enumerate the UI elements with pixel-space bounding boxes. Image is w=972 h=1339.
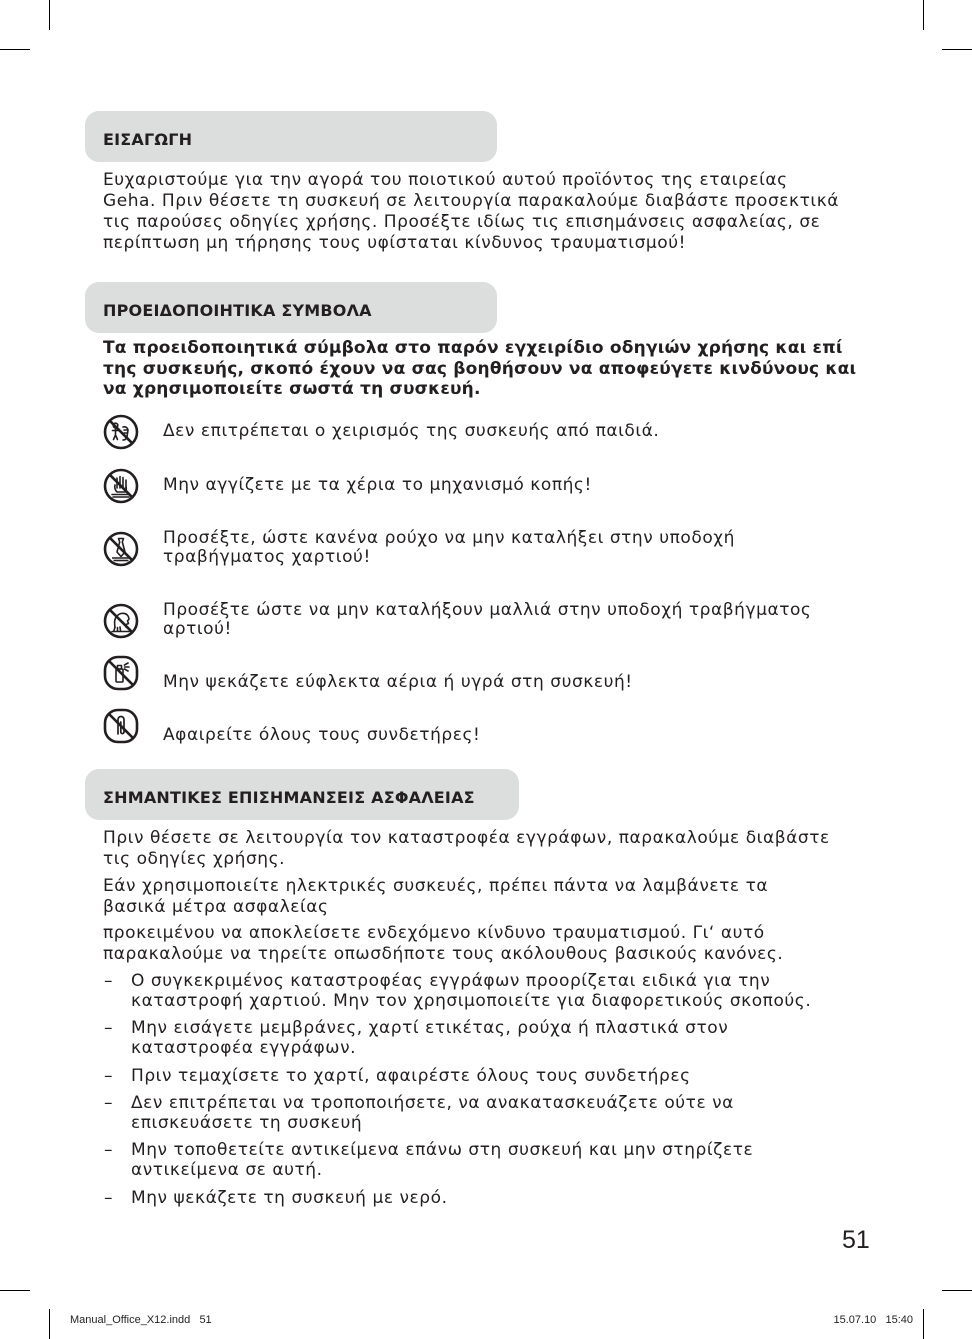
- text-line: Μην τοποθετείτε αντικείμενα επάνω στη συσκευή και μην στηρίζετε: [131, 1139, 754, 1160]
- no-children-icon: [102, 413, 140, 451]
- section-heading-safety: [85, 769, 519, 820]
- symbol-text: [163, 725, 480, 746]
- text-line: Μην εισάγετε μεμβράνες, χαρτί ετικέτας, ρούχα ή πλαστικά στον: [131, 1017, 729, 1038]
- crop-mark: [0, 49, 30, 50]
- crop-mark: [923, 1309, 924, 1339]
- bullet-marker: –: [104, 1187, 113, 1208]
- text-line: Μην ψεκάζετε εύφλεκτα αέρια ή υγρά στη συσκευή!: [163, 671, 633, 692]
- text-line: Πριν θέσετε σε λειτουργία τον καταστροφέα εγγράφων, παρακαλούμε διαβάστε: [103, 827, 830, 848]
- section-heading-text: ΕΙΣΑΓΩΓΗ: [103, 129, 193, 149]
- page-number: 51: [842, 1226, 870, 1254]
- text-line: Δεν επιτρέπεται να τροποποιήσετε, να ανακατασκευάζετε ούτε να: [131, 1092, 734, 1113]
- section-heading-text: ΣΗΜΑΝΤΙΚΕΣ ΕΠΙΣΗΜΑΝΣΕΙΣ ΑΣΦΑΛΕΙΑΣ: [103, 787, 475, 807]
- crop-mark: [942, 1290, 972, 1291]
- text-line: Μην αγγίζετε με τα χέρια το μηχανισμό κοπής!: [163, 474, 592, 495]
- text-line: Προσέξτε ώστε να μην καταλήξουν μαλλιά στην υποδοχή τραβήγματος: [163, 600, 812, 620]
- symbol-text: [163, 475, 592, 496]
- text-line: τις οδηγίες χρήσης.: [103, 848, 286, 869]
- section-heading-symbols: [85, 282, 497, 333]
- intro-paragraph: [103, 170, 839, 254]
- crop-mark: [49, 1309, 50, 1339]
- footer-date-slug: 15.07.10 15:40: [833, 1314, 913, 1326]
- symbols-lead-paragraph: [103, 338, 856, 400]
- text-line: Μην ψεκάζετε τη συσκευή με νερό.: [131, 1187, 448, 1208]
- list-item: [131, 971, 811, 1012]
- symbol-text: [163, 421, 659, 442]
- text-line: παρακαλούμε να τηρείτε οπωσδήποτε τους ακόλουθους βασικούς κανόνες.: [103, 943, 784, 964]
- list-item: [131, 1140, 753, 1181]
- text-line: να χρησιμοποιείτε σωστά τη συσκευή.: [103, 379, 481, 399]
- text-line: επισκευάσετε τη συσκευή: [131, 1113, 363, 1134]
- bullet-marker: –: [104, 1139, 113, 1160]
- no-loose-clothing-icon: [102, 530, 140, 568]
- symbol-text: [163, 529, 735, 567]
- text-line: Αφαιρείτε όλους τους συνδετήρες!: [163, 724, 481, 745]
- text-line: Προσέξτε, ώστε κανένα ρούχο να μην καταλήξει στην υποδοχή: [163, 527, 735, 548]
- list-item: [131, 1093, 734, 1134]
- text-line: Εάν χρησιμοποιείτε ηλεκτρικές συσκευές, πρέπει πάντα να λαμβάνετε τα: [103, 875, 769, 896]
- text-line: αρτιού!: [163, 618, 232, 639]
- symbol-text: [163, 601, 811, 638]
- footer-file-slug: Manual_Office_X12.indd 51: [70, 1314, 212, 1326]
- list-item: [131, 1066, 691, 1087]
- no-hands-icon: [102, 467, 140, 505]
- section-heading-text: ΠΡΟΕΙΔΟΠΟΙΗΤΙΚΑ ΣΥΜΒΟΛΑ: [103, 300, 372, 320]
- text-line: Geha. Πριν θέσετε τη συσκευή σε λειτουργία παρακαλούμε διαβάστε προσεκτικά: [103, 191, 840, 211]
- no-paperclip-icon: [102, 707, 140, 745]
- text-line: Πριν τεμαχίσετε το χαρτί, αφαιρέστε όλους τους συνδετήρες: [131, 1065, 691, 1086]
- text-line: τις παρούσες οδηγίες χρήσης. Προσέξτε ιδίως τις επισημάνσεις ασφαλείας, σε: [103, 212, 821, 232]
- bullet-marker: –: [104, 1092, 113, 1113]
- text-line: Ο συγκεκριμένος καταστροφέας εγγράφων προορίζεται ειδικά για την: [131, 970, 771, 991]
- crop-mark: [923, 0, 924, 30]
- bullet-marker: –: [104, 1017, 113, 1038]
- list-item: [131, 1018, 728, 1059]
- safety-paragraph: [103, 828, 830, 870]
- text-line: Τα προειδοποιητικά σύμβολα στο παρόν εγχειρίδιο οδηγιών χρήσης και επί: [103, 338, 843, 358]
- no-long-hair-icon: [102, 602, 140, 640]
- text-line: αντικείμενα σε αυτή.: [131, 1160, 323, 1181]
- text-line: της συσκευής, σκοπό έχουν να σας βοηθήσουν να αποφεύγετε κινδύνους και: [103, 358, 857, 379]
- safety-paragraph: [103, 876, 768, 918]
- safety-paragraph: [103, 923, 783, 965]
- crop-mark: [0, 1290, 30, 1291]
- text-line: καταστροφέα εγγράφων.: [131, 1038, 357, 1059]
- text-line: καταστροφή χαρτιού. Μην τον χρησιμοποιείτε για διαφορετικούς σκοπούς.: [131, 991, 812, 1011]
- bullet-marker: –: [104, 1065, 113, 1086]
- no-aerosol-icon: [102, 654, 140, 692]
- text-line: Δεν επιτρέπεται ο χειρισμός της συσκευής από παιδιά.: [163, 420, 660, 441]
- text-line: περίπτωση μη τήρησης τους υφίσταται κίνδυνος τραυματισμού!: [103, 233, 686, 253]
- symbol-text: [163, 672, 633, 693]
- crop-mark: [49, 0, 50, 30]
- bullet-marker: –: [104, 970, 113, 991]
- text-line: τραβήγματος χαρτιού!: [163, 546, 371, 567]
- section-heading-intro: [85, 111, 497, 162]
- list-item: [131, 1188, 448, 1209]
- text-line: προκειμένου να αποκλείσετε ενδεχόμενο κίνδυνο τραυματισμού. Γι‘ αυτό: [103, 922, 765, 943]
- crop-mark: [942, 49, 972, 50]
- text-line: βασικά μέτρα ασφαλείας: [103, 896, 329, 917]
- text-line: Ευχαριστούμε για την αγορά του ποιοτικού αυτού προϊόντος της εταιρείας: [103, 170, 788, 190]
